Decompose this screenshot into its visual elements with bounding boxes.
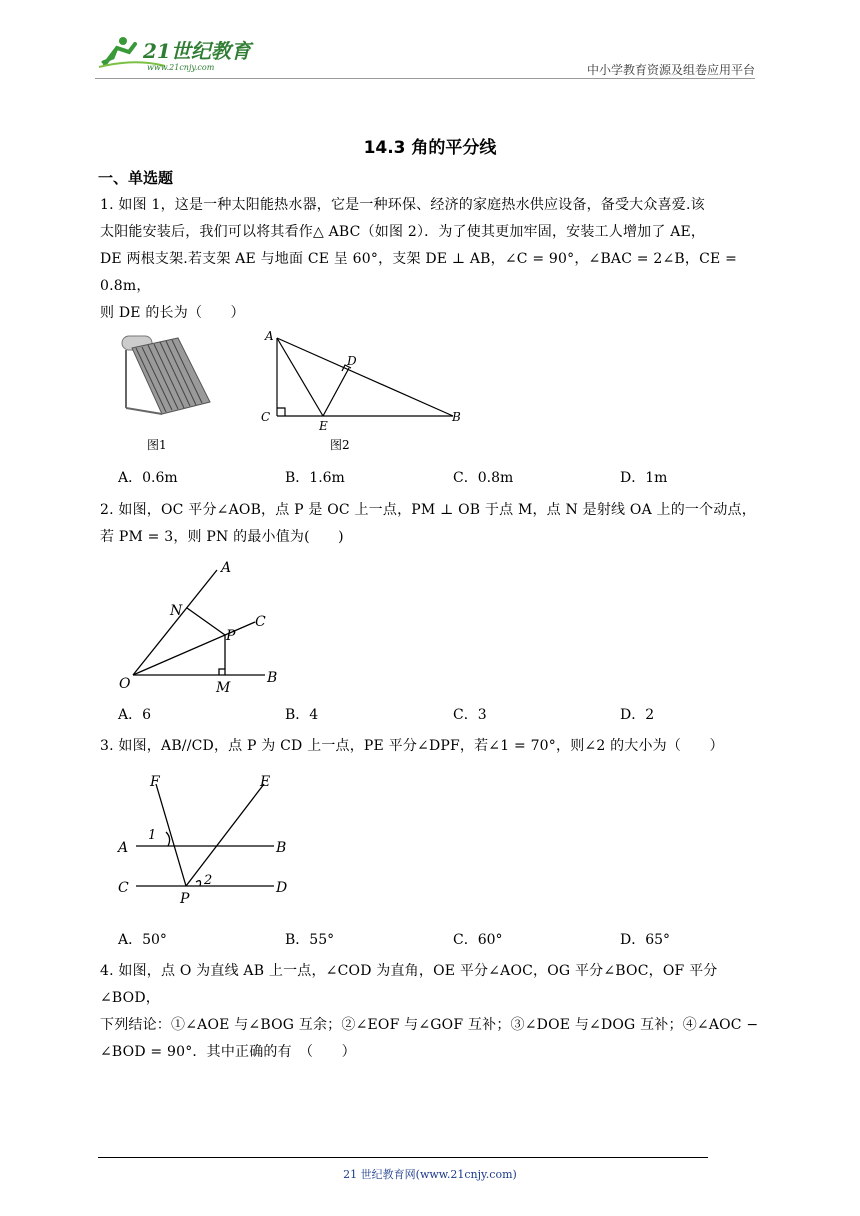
q1-line4: 则 DE 的长为（ ）	[100, 305, 245, 321]
q3-option-c[interactable]: C．60°	[453, 932, 503, 948]
q1-line3: DE 两根支架.若支架 AE 与地面 CE 呈 60°，支架 DE ⊥ AB，∠C = 90°，∠BAC = 2∠B，CE = 0.8m，	[100, 251, 738, 294]
q2-label-n: N	[170, 603, 183, 619]
fig2-caption: 图2	[330, 438, 350, 452]
q1-option-b[interactable]: B．1.6m	[285, 470, 345, 486]
q2-label-o: O	[119, 676, 131, 692]
q2-label-m: M	[216, 680, 231, 695]
triangle-abc-figure	[255, 328, 465, 433]
q3-label-c: C	[118, 880, 129, 896]
q4-line2: 下列结论：①∠AOE 与∠BOG 互余；②∠EOF 与∠GOF 互补；③∠DOE 与∠DOG 互补；④∠AOC −	[100, 1017, 759, 1033]
angle-bisector-figure	[115, 560, 290, 695]
q3-options	[118, 929, 758, 949]
q1-label-d: D	[347, 354, 357, 368]
q1-label-c: C	[261, 410, 271, 424]
site-logo	[95, 34, 265, 74]
q1-options	[118, 467, 758, 487]
fig1-caption: 图1	[147, 438, 167, 452]
platform-name: 中小学教育资源及组卷应用平台	[586, 63, 755, 77]
q3-label-f: F	[150, 774, 160, 790]
q2-option-d[interactable]: D．2	[620, 707, 655, 723]
q3-label-a: A	[118, 840, 129, 856]
q4-line1: 4. 如图，点 O 为直线 AB 上一点，∠COD 为直角，OE 平分∠AOC，OG 平分∠BOC，OF 平分∠BOD，	[100, 963, 718, 1006]
logo-text: 21世纪教育	[143, 39, 251, 63]
q2-option-c[interactable]: C．3	[453, 707, 487, 723]
logo-url: www.21cnjy.com	[147, 63, 215, 72]
q2-line1: 2. 如图，OC 平分∠AOB，点 P 是 OC 上一点，PM ⊥ OB 于点 M，点 N 是射线 OA 上的一个动点，	[100, 502, 756, 518]
q3-label-2: 2	[204, 873, 213, 888]
q2-option-a[interactable]: A．6	[118, 707, 152, 723]
footer-divider	[98, 1157, 708, 1158]
q2-label-p: P	[226, 628, 236, 644]
q1-line1: 1. 如图 1，这是一种太阳能热水器，它是一种环保、经济的家庭热水供应设备，备受大众喜爱.该	[100, 197, 705, 213]
q1-label-e: E	[319, 419, 328, 433]
section-heading: 一、单选题	[98, 169, 174, 187]
q3-label-e: E	[260, 774, 271, 790]
q3-option-a[interactable]: A．50°	[118, 932, 167, 948]
question-3	[100, 733, 760, 760]
question-4	[100, 958, 760, 1066]
q1-label-a: A	[265, 329, 274, 343]
q3-label-b: B	[276, 840, 287, 856]
q2-options	[118, 704, 758, 724]
q1-option-d[interactable]: D．1m	[620, 470, 668, 486]
q3-label-1: 1	[148, 828, 157, 843]
q4-line3: ∠BOD = 90°．其中正确的有 （ ）	[100, 1044, 356, 1060]
q2-line2: 若 PM = 3，则 PN 的最小值为( )	[100, 529, 344, 545]
solar-heater-image	[118, 330, 213, 418]
q2-label-b: B	[267, 670, 278, 686]
q2-option-b[interactable]: B．4	[285, 707, 319, 723]
q2-label-a: A	[221, 560, 232, 576]
page-title: 14.3 角的平分线	[363, 138, 497, 158]
q3-line1: 3. 如图，AB//CD，点 P 为 CD 上一点，PE 平分∠DPF，若∠1 = 70°，则∠2 的大小为（ ）	[100, 738, 724, 754]
q1-option-c[interactable]: C．0.8m	[453, 470, 514, 486]
q3-label-p: P	[180, 891, 190, 907]
q1-option-a[interactable]: A．0.6m	[118, 470, 178, 486]
q2-label-c: C	[255, 614, 266, 630]
q3-option-d[interactable]: D．65°	[620, 932, 671, 948]
q1-line2: 太阳能安装后，我们可以将其看作△ ABC（如图 2）．为了使其更加牢固，安装工人增加了 AE，	[100, 224, 706, 240]
footer-text[interactable]: 21 世纪教育网(www.21cnjy.com)	[343, 1168, 517, 1181]
page-header	[95, 30, 755, 79]
question-2	[100, 497, 760, 551]
parallel-lines-figure	[112, 768, 297, 908]
q3-option-b[interactable]: B．55°	[285, 932, 335, 948]
q1-label-b: B	[452, 410, 461, 424]
q3-label-d: D	[276, 880, 288, 896]
question-1	[100, 192, 760, 327]
